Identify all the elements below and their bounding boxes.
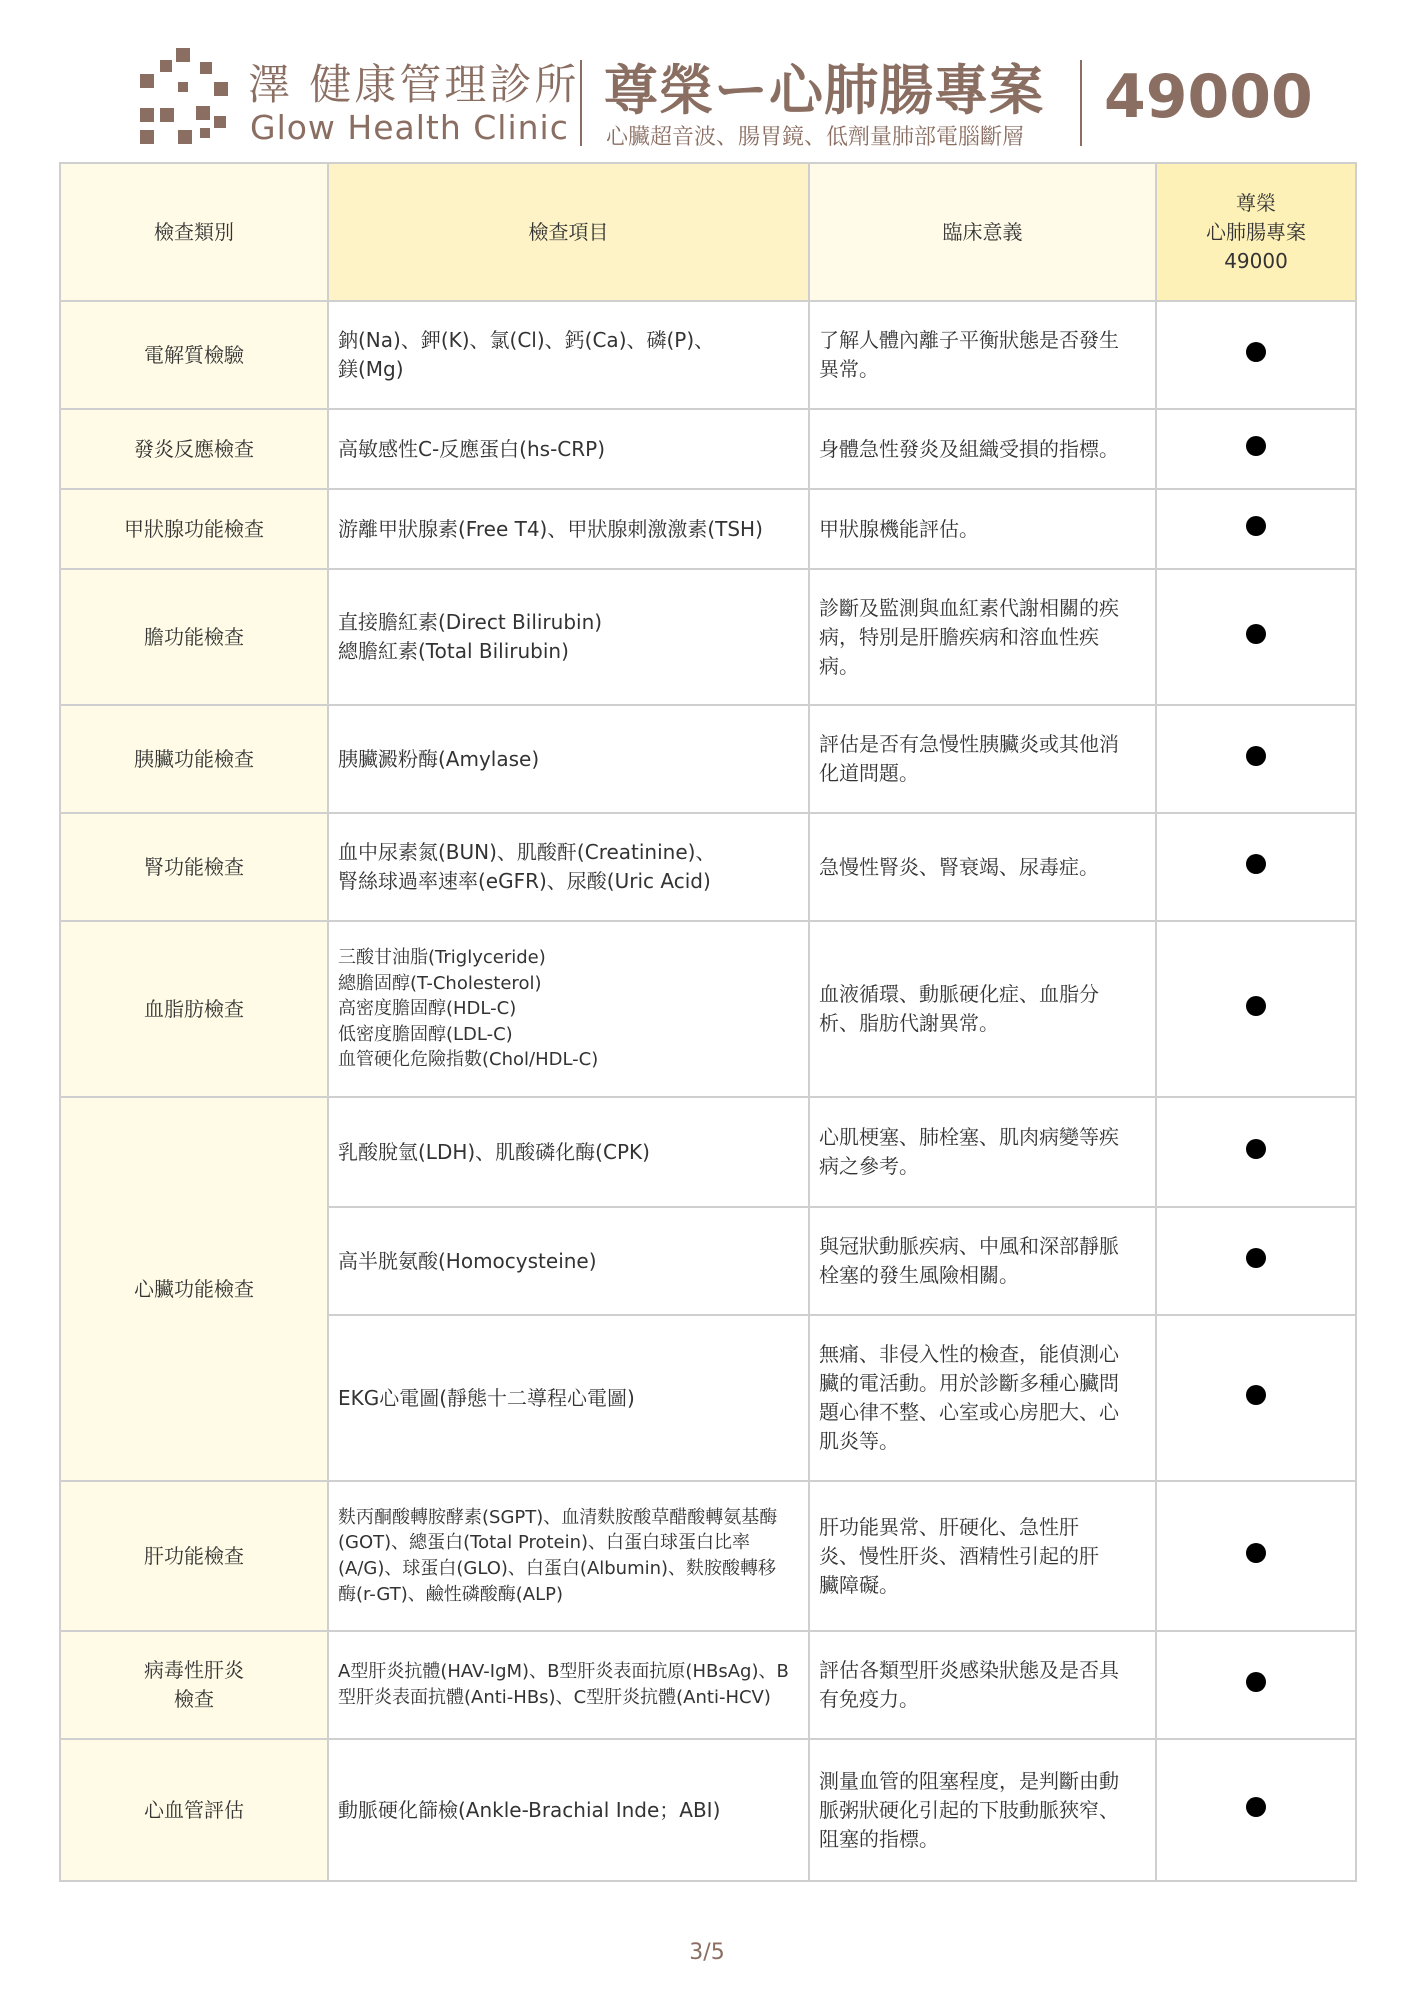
page-header <box>0 0 1414 160</box>
row-included-mark <box>1156 1207 1356 1315</box>
row-items: A型肝炎抗體(HAV-IgM)、B型肝炎表面抗原(HBsAg)、B 型肝炎表面抗體(Anti-HBs)、C型肝炎抗體(Anti-HCV) <box>328 1631 809 1739</box>
table-row <box>60 705 1356 813</box>
table-row <box>60 409 1356 489</box>
row-items: 胰臟澱粉酶(Amylase) <box>328 705 809 813</box>
header-items: 檢查項目 <box>328 163 809 301</box>
row-included-mark <box>1156 813 1356 921</box>
table-row <box>60 921 1356 1097</box>
header-divider <box>1080 60 1082 146</box>
row-meaning: 血液循環、動脈硬化症、血脂分 析、脂肪代謝異常。 <box>809 921 1156 1097</box>
row-category: 心血管評估 <box>60 1739 328 1881</box>
row-meaning: 甲狀腺機能評估。 <box>809 489 1156 569</box>
row-meaning: 心肌梗塞、肺栓塞、肌肉病變等疾 病之參考。 <box>809 1097 1156 1207</box>
included-dot-icon <box>1246 1385 1266 1405</box>
table-row <box>60 1097 1356 1207</box>
row-included-mark <box>1156 569 1356 705</box>
included-dot-icon <box>1246 624 1266 644</box>
table-row <box>60 301 1356 409</box>
clinic-logo-icon <box>138 46 238 150</box>
table-row <box>60 813 1356 921</box>
included-dot-icon <box>1246 342 1266 362</box>
row-items: 高半胱氨酸(Homocysteine) <box>328 1207 809 1315</box>
row-included-mark <box>1156 1739 1356 1881</box>
row-meaning: 評估各類型肝炎感染狀態及是否具 有免疫力。 <box>809 1631 1156 1739</box>
row-meaning: 測量血管的阻塞程度，是判斷由動 脈粥狀硬化引起的下肢動脈狹窄、 阻塞的指標。 <box>809 1739 1156 1881</box>
row-items: 高敏感性C-反應蛋白(hs-CRP) <box>328 409 809 489</box>
header-plan: 尊榮 心肺腸專案 49000 <box>1156 163 1356 301</box>
row-meaning: 肝功能異常、肝硬化、急性肝 炎、慢性肝炎、酒精性引起的肝 臟障礙。 <box>809 1481 1156 1631</box>
row-category: 腎功能檢查 <box>60 813 328 921</box>
included-dot-icon <box>1246 516 1266 536</box>
included-dot-icon <box>1246 1248 1266 1268</box>
table-row <box>60 489 1356 569</box>
included-dot-icon <box>1246 854 1266 874</box>
table-row <box>60 1481 1356 1631</box>
header-divider <box>580 60 582 146</box>
included-dot-icon <box>1246 746 1266 766</box>
row-category: 心臟功能檢查 <box>60 1097 328 1481</box>
clinic-name-en: Glow Health Clinic <box>250 108 569 147</box>
included-dot-icon <box>1246 1139 1266 1159</box>
included-dot-icon <box>1246 1543 1266 1563</box>
row-category: 甲狀腺功能檢查 <box>60 489 328 569</box>
row-items: 麩丙酮酸轉胺酵素(SGPT)、血清麩胺酸草醋酸轉氨基酶 (GOT)、總蛋白(Total Protein)、白蛋白球蛋白比率 (A/G)、球蛋白(GLO)、白蛋白(Albumin)、麩胺酸轉移 酶(r-GT)、鹼性磷酸酶(ALP) <box>328 1481 809 1631</box>
row-category: 肝功能檢查 <box>60 1481 328 1631</box>
included-dot-icon <box>1246 1672 1266 1692</box>
page-number: 3/5 <box>689 1940 725 1965</box>
row-meaning: 診斷及監測與血紅素代謝相關的疾 病，特別是肝膽疾病和溶血性疾 病。 <box>809 569 1156 705</box>
plan-title: 尊榮ー心肺腸專案 <box>604 59 1044 122</box>
row-items: EKG心電圖(靜態十二導程心電圖) <box>328 1315 809 1481</box>
row-included-mark <box>1156 1631 1356 1739</box>
row-category: 病毒性肝炎 檢查 <box>60 1631 328 1739</box>
header-category: 檢查類別 <box>60 163 328 301</box>
row-included-mark <box>1156 921 1356 1097</box>
row-items: 動脈硬化篩檢(Ankle-Brachial Inde；ABI) <box>328 1739 809 1881</box>
included-dot-icon <box>1246 996 1266 1016</box>
row-included-mark <box>1156 1315 1356 1481</box>
included-dot-icon <box>1246 436 1266 456</box>
row-items: 直接膽紅素(Direct Bilirubin) 總膽紅素(Total Bilirubin) <box>328 569 809 705</box>
row-items: 鈉(Na)、鉀(K)、氯(Cl)、鈣(Ca)、磷(P)、 鎂(Mg) <box>328 301 809 409</box>
row-items: 游離甲狀腺素(Free T4)、甲狀腺刺激激素(TSH) <box>328 489 809 569</box>
row-included-mark <box>1156 705 1356 813</box>
row-category: 胰臟功能檢查 <box>60 705 328 813</box>
table-row <box>60 1739 1356 1881</box>
row-category: 發炎反應檢查 <box>60 409 328 489</box>
table-row <box>60 569 1356 705</box>
row-included-mark <box>1156 1097 1356 1207</box>
row-meaning: 急慢性腎炎、腎衰竭、尿毒症。 <box>809 813 1156 921</box>
row-items: 三酸甘油脂(Triglyceride) 總膽固醇(T-Cholesterol) 高密度膽固醇(HDL-C) 低密度膽固醇(LDL-C) 血管硬化危險指數(Chol/HDL-C) <box>328 921 809 1097</box>
row-included-mark <box>1156 301 1356 409</box>
row-category: 膽功能檢查 <box>60 569 328 705</box>
row-included-mark <box>1156 409 1356 489</box>
row-meaning: 了解人體內離子平衡狀態是否發生 異常。 <box>809 301 1156 409</box>
header-meaning: 臨床意義 <box>809 163 1156 301</box>
clinic-name-cn: 澤 健康管理診所 <box>248 60 580 109</box>
plan-price: 49000 <box>1104 62 1313 132</box>
row-meaning: 評估是否有急慢性胰臟炎或其他消 化道問題。 <box>809 705 1156 813</box>
row-category: 電解質檢驗 <box>60 301 328 409</box>
row-meaning: 身體急性發炎及組織受損的指標。 <box>809 409 1156 489</box>
table-row <box>60 1631 1356 1739</box>
row-included-mark <box>1156 1481 1356 1631</box>
row-meaning: 與冠狀動脈疾病、中風和深部靜脈 栓塞的發生風險相關。 <box>809 1207 1156 1315</box>
row-category: 血脂肪檢查 <box>60 921 328 1097</box>
row-meaning: 無痛、非侵入性的檢查，能偵測心 臟的電活動。用於診斷多種心臟問 題心律不整、心室或心房肥大、心 肌炎等。 <box>809 1315 1156 1481</box>
table-header-row <box>60 163 1356 301</box>
row-items: 血中尿素氮(BUN)、肌酸酐(Creatinine)、 腎絲球過率速率(eGFR)、尿酸(Uric Acid) <box>328 813 809 921</box>
included-dot-icon <box>1246 1797 1266 1817</box>
exam-table <box>59 162 1357 1882</box>
plan-subtitle: 心臟超音波、腸胃鏡、低劑量肺部電腦斷層 <box>606 125 1025 150</box>
row-items: 乳酸脫氫(LDH)、肌酸磷化酶(CPK) <box>328 1097 809 1207</box>
row-included-mark <box>1156 489 1356 569</box>
